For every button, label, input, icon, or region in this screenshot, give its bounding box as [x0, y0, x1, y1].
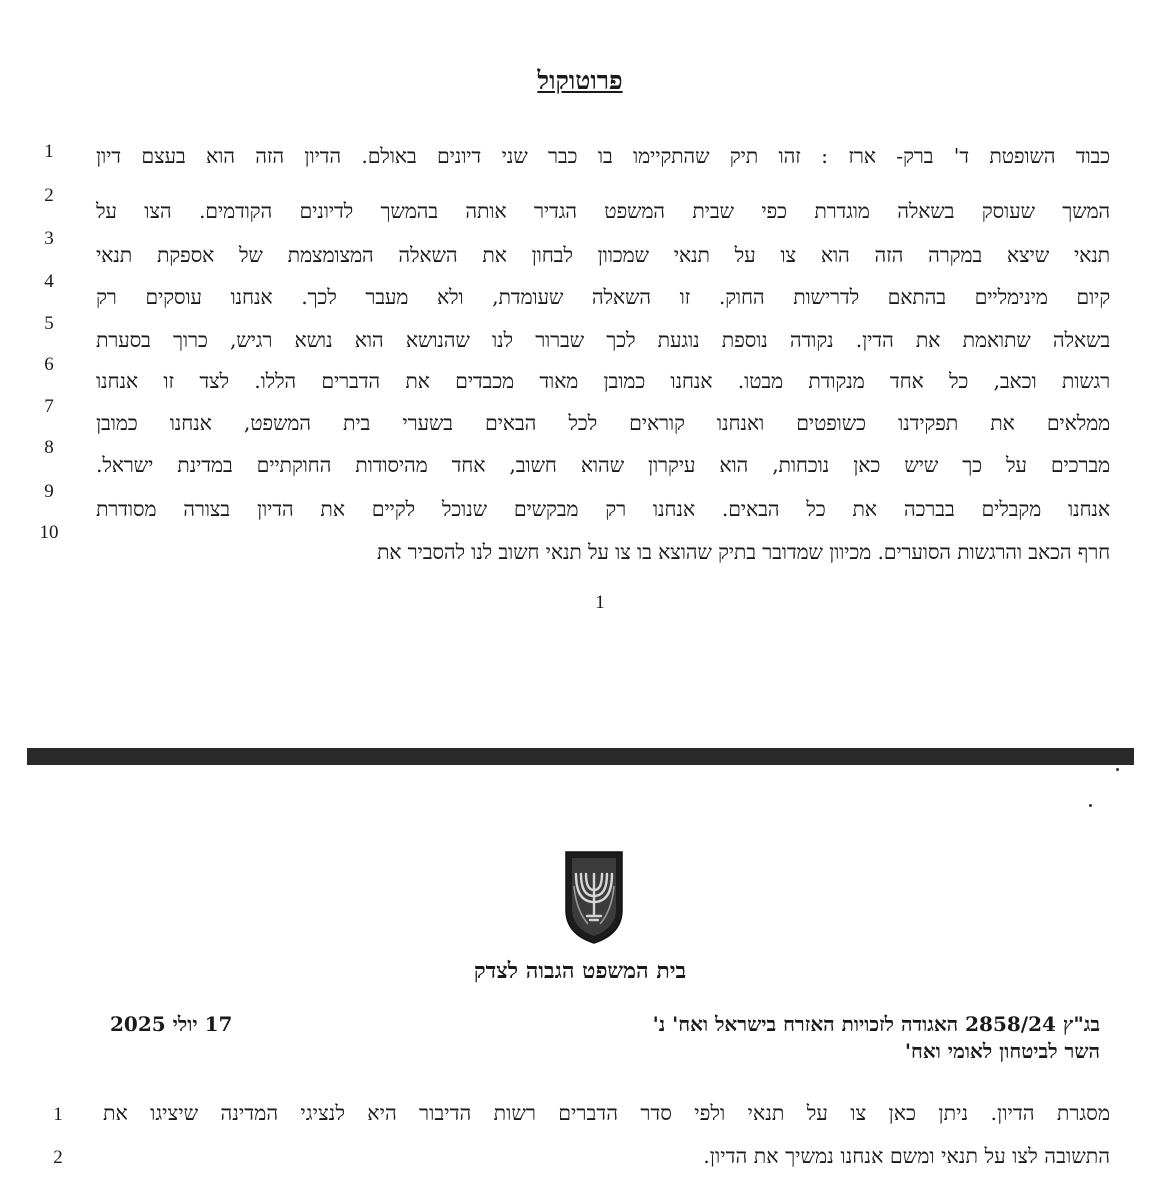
- line-number: 2: [44, 185, 54, 206]
- ruling-line: מסגרת הדיון. ניתן כאן צו על תנאי ולפי סדר הדברים רשות הדיבור היא לנציגי המדינה שיציגו את: [103, 1101, 1110, 1125]
- hearing-date: 17 יולי 2025: [110, 1012, 233, 1036]
- protocol-line: רגשות וכאב, כל אחד מנקודת מבטו. אנחנו כמובן מאוד מכבדים את הדברים הללו. לצד זו אנחנו: [96, 369, 1110, 393]
- line-number: 3: [44, 228, 54, 249]
- line-number: 1: [44, 141, 54, 162]
- line-number: 7: [44, 396, 54, 417]
- protocol-line: אנחנו מקבלים בברכה את כל הבאים. אנחנו רק מבקשים שנוכל לקיים את הדיון בצורה מסודרת: [96, 497, 1110, 521]
- protocol-line: מברכים על כך שיש כאן נוכחות, הוא עיקרון שהוא חשוב, אחד מהיסודות החוקתיים במדינת ישראל.: [96, 453, 1110, 477]
- line-number: 5: [44, 313, 54, 334]
- protocol-line: המשך שעוסק בשאלה מוגדרת כפי שבית המשפט הגדיר אותה בהמשך לדיונים הקודמים. הצו על: [96, 199, 1110, 223]
- protocol-line: חרף הכאב והרגשות הסוערים. מכיוון שמדובר בתיק שהוצא בו צו על תנאי חשוב לנו להסביר את: [376, 540, 1110, 564]
- court-name: בית המשפט הגבוה לצדק: [473, 958, 687, 984]
- ruling-line: התשובה לצו על תנאי ומשם אנחנו נמשיך את הדיון.: [703, 1144, 1110, 1168]
- protocol-line: תנאי שיצא במקרה הזה הוא צו על תנאי שמכוון לבחון את השאלה המצומצמת של אספקת תנאי: [96, 243, 1110, 267]
- ruling-page: [0, 770, 1160, 1200]
- line-number: 1: [53, 1104, 63, 1125]
- line-number: 10: [39, 522, 59, 543]
- protocol-line: קיום מינימליים בהתאם לדרישות החוק. זו השאלה שעומדת, ולא מעבר לכך. אנחנו עוסקים רק: [96, 285, 1110, 309]
- protocol-line: ממלאים את תפקידנו כשופטים ואנחנו קוראים לכל הבאים בשערי בית המשפט, אנחנו כמובן: [96, 411, 1110, 435]
- page-divider: [27, 748, 1134, 765]
- case-parties: השר לביטחון לאומי ואח': [904, 1039, 1100, 1063]
- state-emblem-icon: [562, 846, 626, 946]
- line-number: 2: [53, 1147, 63, 1168]
- line-number: 8: [44, 437, 54, 458]
- protocol-line: בשאלה שתואמת את הדין. נקודה נוספת נוגעת לכך שברור לנו שהנושא הוא נושא רגיש, כרוך בסערת: [96, 328, 1110, 352]
- line-number: 6: [44, 354, 54, 375]
- case-title: בג"ץ 2858/24 האגודה לזכויות האזרח בישראל ואח' נ': [652, 1012, 1100, 1036]
- document-title: פרוטוקול: [537, 66, 623, 95]
- line-number: 9: [44, 481, 54, 502]
- protocol-line: כבוד השופטת ד' ברק- ארז : זהו תיק שהתקיימו בו כבר שני דיונים באולם. הדיון הזה הוא בעצם דיון: [96, 144, 1110, 168]
- line-number: 4: [44, 271, 54, 292]
- page-number: 1: [595, 592, 605, 613]
